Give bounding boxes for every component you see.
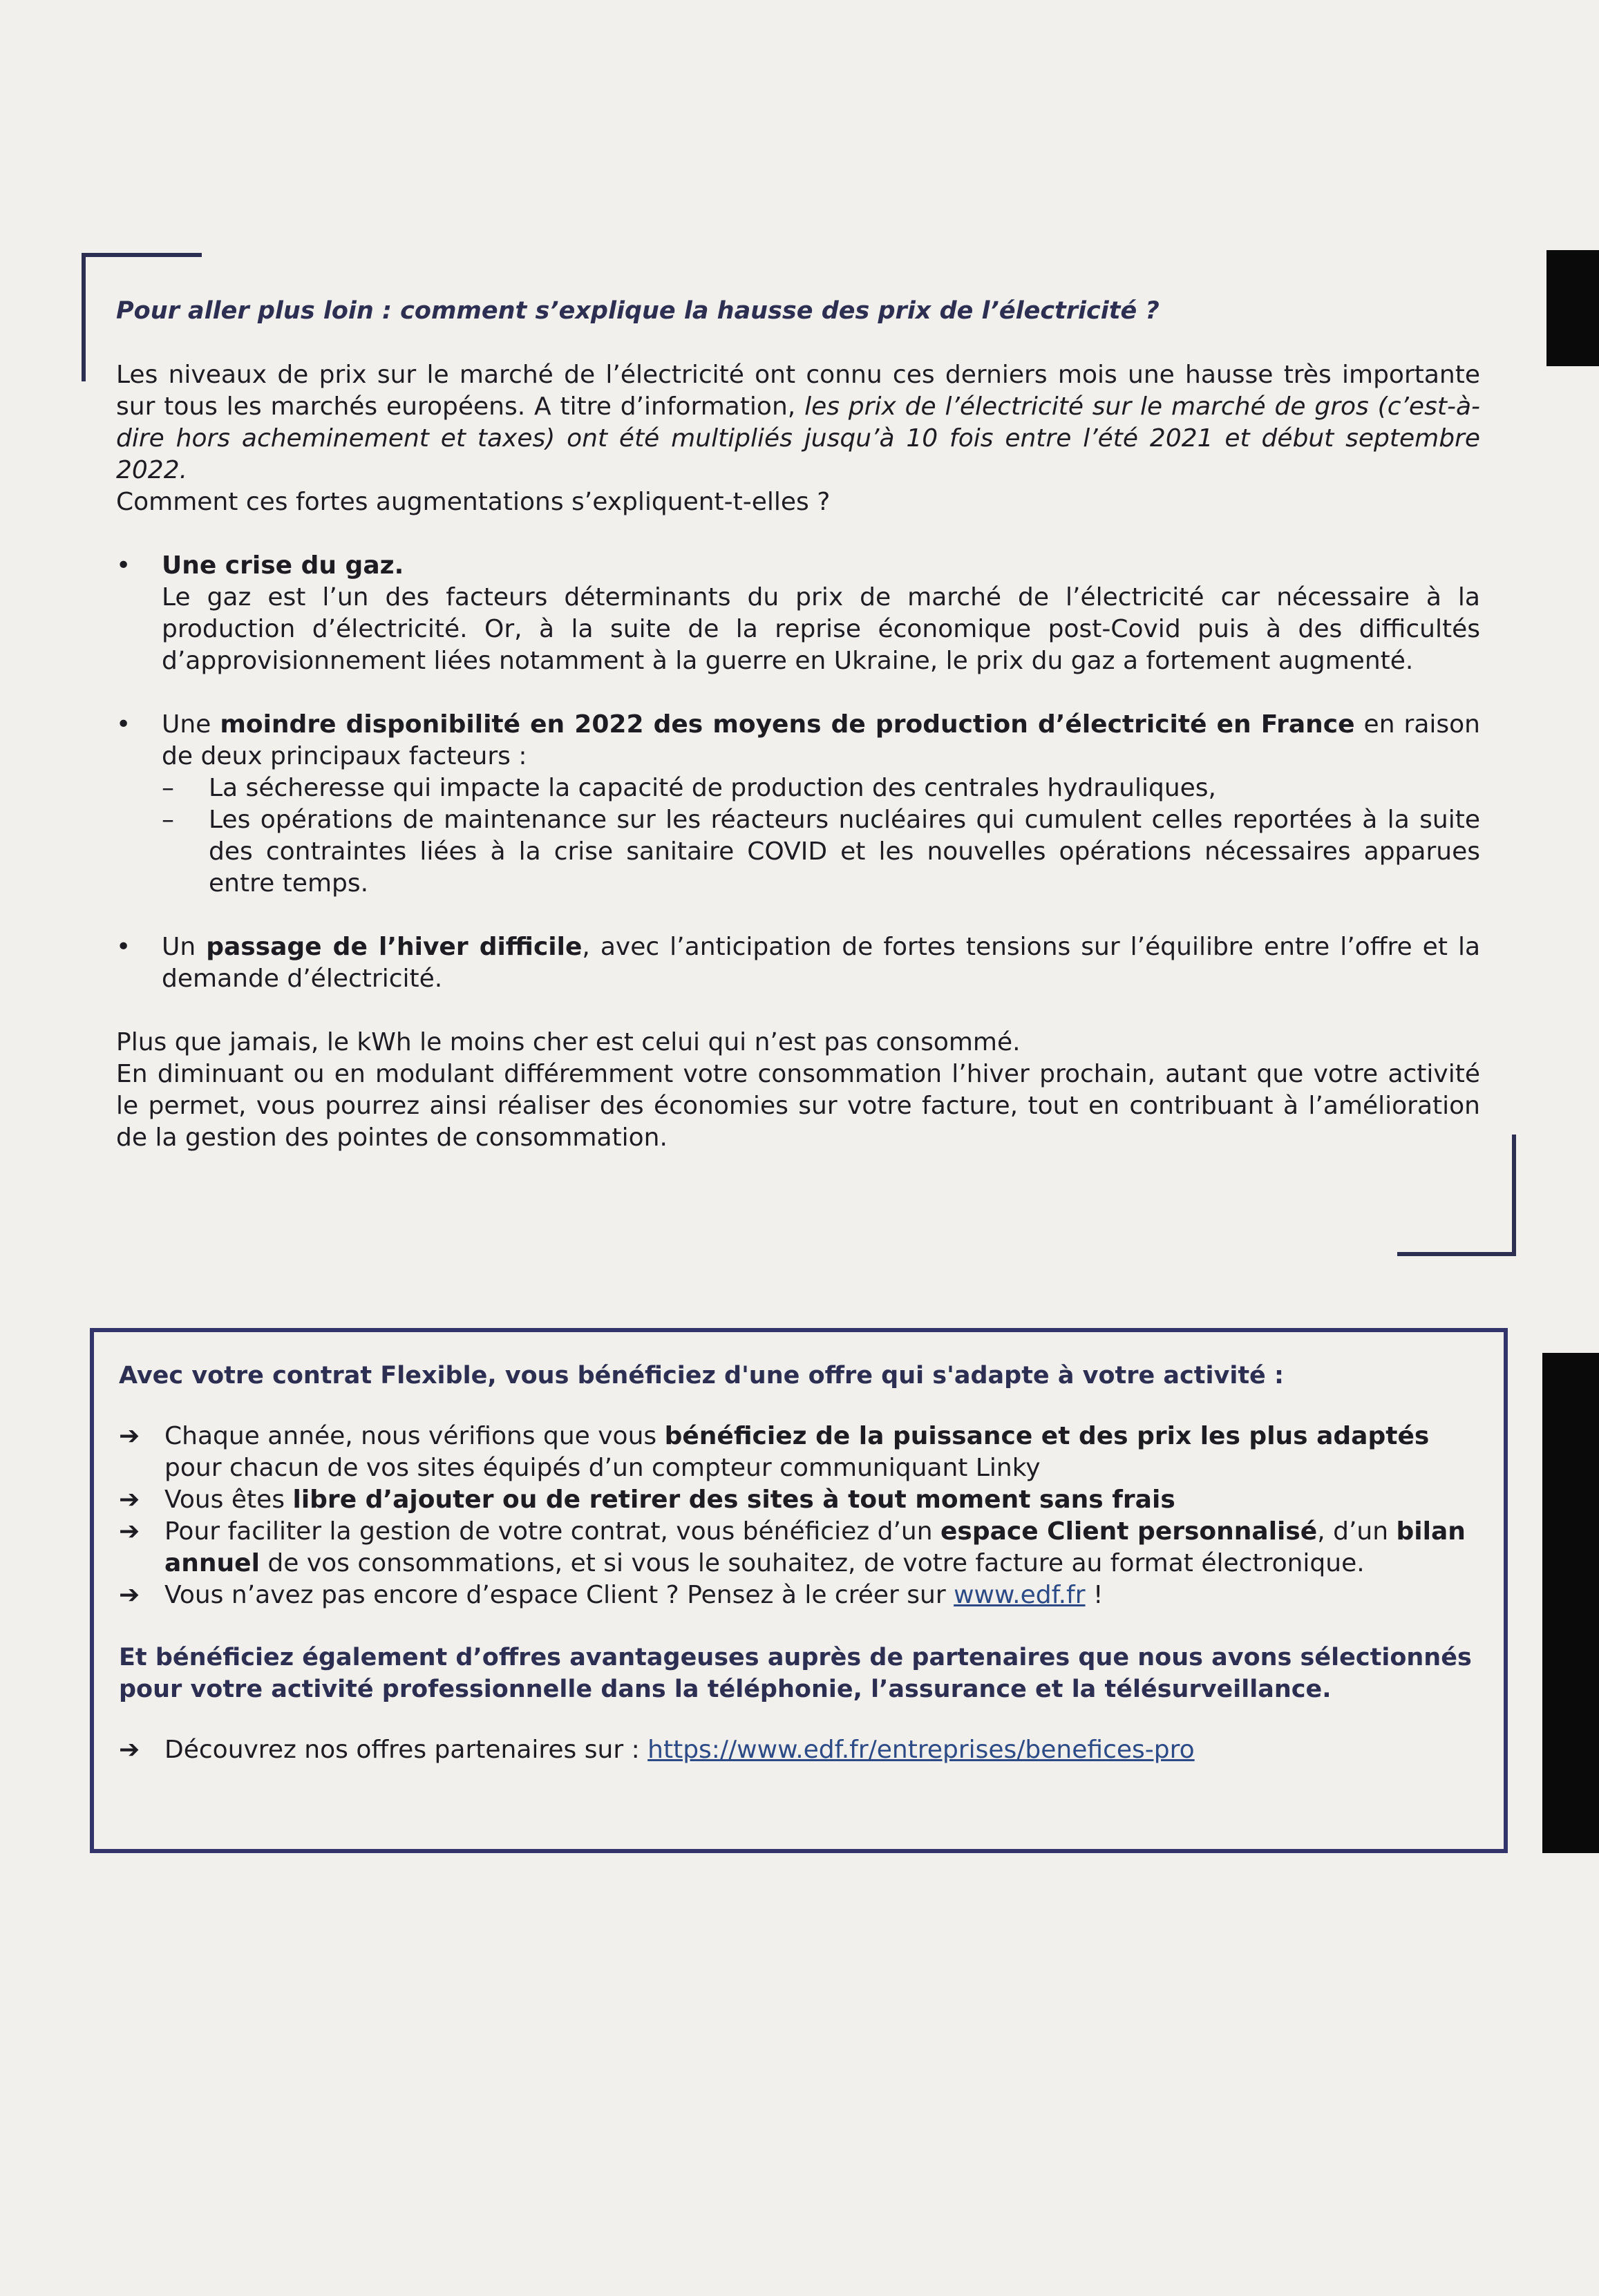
edf-website-link[interactable]: www.edf.fr (954, 1581, 1086, 1609)
arrow-right-icon: ➔ (119, 1486, 140, 1514)
bullet-winter: • Un passage de l’hiver difficile, avec l’anticipation de fortes tensions sur l’équilibre entre l’offre et la demande d’électricité. (116, 933, 1481, 993)
offer-item-partners: ➔ Découvrez nos offres partenaires sur : https://www.edf.fr/entreprises/benefices-pro (119, 1734, 1480, 1766)
edge-marker-bottom (1542, 1353, 1599, 1853)
offer-heading: Avec votre contrat Flexible, vous bénéficiez d'une offre qui s'adapte à votre activité : (119, 1362, 1284, 1389)
bullet-title: Une crise du gaz. (162, 551, 404, 580)
dash-item-maintenance: – Les opérations de maintenance sur les réacteurs nucléaires qui cumulent celles reportées à la suite des contraintes liées à la crise sanitaire COVID et les nouvelles opérations nécessaires apparues entre temps. (162, 806, 1480, 898)
question-line: Comment ces fortes augmentations s’expliquent-t-elles ? (116, 488, 831, 516)
offer-item-client-space: ➔ Pour faciliter la gestion de votre contrat, vous bénéficiez d’un espace Client personnalisé, d’un bilan annuel de vos consommations, et si vous le souhaitez, de votre facture au format électronique. (119, 1517, 1466, 1577)
section-heading: Pour aller plus loin : comment s’explique la hausse des prix de l’électricité ? (116, 297, 1160, 325)
offer-box (90, 1328, 1508, 1853)
partners-heading: Et bénéficiez également d’offres avantageuses auprès de partenaires que nous avons sélectionnés pour votre activité professionnelle dans la téléphonie, l’assurance et la télésurveillance. (119, 1644, 1472, 1703)
bullet-icon: • (116, 551, 131, 580)
bullet-gas-crisis (116, 550, 1480, 677)
arrow-right-icon: ➔ (119, 1517, 140, 1546)
bullet-icon: • (116, 933, 131, 961)
arrow-right-icon: ➔ (119, 1736, 140, 1764)
arrow-right-icon: ➔ (119, 1581, 140, 1609)
intro-paragraph: Les niveaux de prix sur le marché de l’électricité ont connu ces derniers mois une hausse très importante sur tous les marchés européens. A titre d’information, les prix de l’électricité sur le marché de gros (c’est-à-dire hors acheminement et taxes) ont été multipliés jusqu’à 10 fois entre l’été 2021 et début septembre 2022. (116, 361, 1480, 484)
offer-item-pricing: ➔ Chaque année, nous vérifions que vous bénéficiez de la puissance et des prix les plus adaptés pour chacun de vos sites équipés d’un compteur communiquant Linky (119, 1422, 1430, 1482)
dash-icon: – (162, 806, 174, 834)
arrow-right-icon: ➔ (119, 1422, 140, 1450)
explanation-body (116, 359, 1480, 1154)
intro-italic: les prix de l’électricité sur le marché de gros (c’est-à-dire hors acheminement et taxes) ont été multipliés jusqu’à 10 fois entre l’été 2021 et début septembre 2022. (116, 392, 1480, 484)
offer-content (119, 1360, 1480, 1766)
bullet-icon: • (116, 710, 131, 739)
dash-icon: – (162, 774, 174, 802)
dash-item-drought: – La sécheresse qui impacte la capacité de production des centrales hydrauliques, (162, 772, 1480, 804)
edge-marker-top (1546, 250, 1599, 366)
partners-link[interactable]: https://www.edf.fr/entreprises/benefices-pro (647, 1736, 1195, 1764)
bullet-production-availability: • Une moindre disponibilité en 2022 des moyens de production d’électricité en France en raison de deux principaux facteurs : – La sécheresse qui impacte la capacité de production des centrales hydrauliques, – Les opérations de maintenance sur les réacteurs nucléaires qui cumulent celles reportées à la suite des contraintes liées à la crise sanitaire COVID et les nouvelles opérations nécessaires apparues entre temps. (116, 709, 1480, 900)
bullet-text: Le gaz est l’un des facteurs déterminants du prix de marché de l’électricité car nécessaire à la production d’électricité. Or, à la suite de la reprise économique post-Covid puis à des difficultés d’approvisionnement liées notamment à la guerre en Ukraine, le prix du gaz a fortement augmenté. (162, 583, 1480, 675)
closing-line-1: Plus que jamais, le kWh le moins cher est celui qui n’est pas consommé. (116, 1028, 1021, 1056)
offer-item-sites: ➔ Vous êtes libre d’ajouter ou de retirer des sites à tout moment sans frais (119, 1484, 1480, 1516)
offer-item-create-account: ➔ Vous n’avez pas encore d’espace Client ? Pensez à le créer sur www.edf.fr ! (119, 1579, 1480, 1611)
closing-line-2: En diminuant ou en modulant différemment votre consommation l’hiver prochain, autant que votre activité le permet, vous pourrez ainsi réaliser des économies sur votre facture, tout en contribuant à l’amélioration de la gestion des pointes de consommation. (116, 1060, 1480, 1152)
